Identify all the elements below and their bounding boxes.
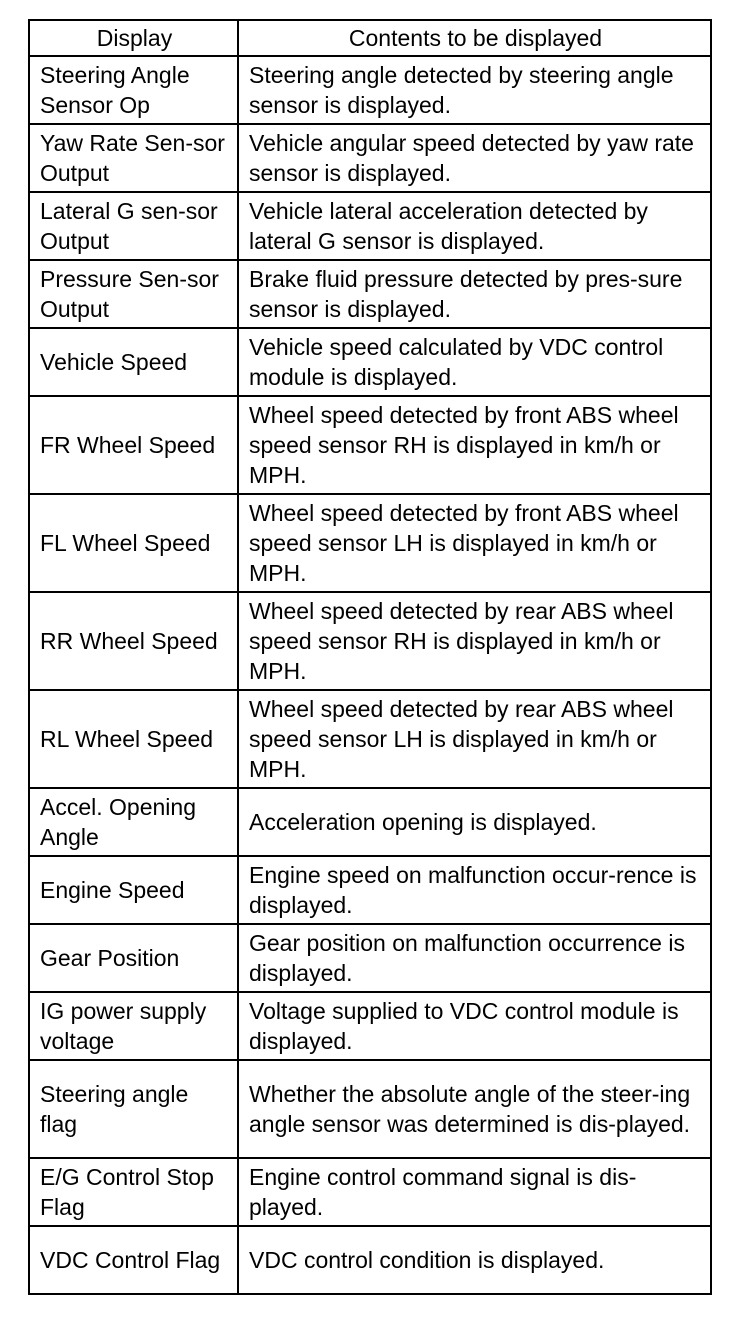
contents-cell: Wheel speed detected by rear ABS wheel speed sensor LH is displayed in km/h or MPH. [238,690,711,788]
contents-cell: Vehicle speed calculated by VDC control module is displayed. [238,328,711,396]
table-row [29,788,711,856]
table-row [29,260,711,328]
display-contents-table [28,19,712,1295]
display-cell: FL Wheel Speed [29,494,238,592]
cropped-heading-fragment [28,0,258,5]
table-row [29,192,711,260]
display-cell: RL Wheel Speed [29,690,238,788]
table-row [29,328,711,396]
table-row [29,56,711,124]
table-row [29,494,711,592]
table-row [29,124,711,192]
table-row [29,396,711,494]
contents-cell: Voltage supplied to VDC control module is displayed. [238,992,711,1060]
contents-cell: Gear position on malfunction occurrence is displayed. [238,924,711,992]
table-row [29,1158,711,1226]
display-cell: Pressure Sen-sor Output [29,260,238,328]
contents-cell: Vehicle lateral acceleration detected by lateral G sensor is displayed. [238,192,711,260]
contents-cell: Engine control command signal is dis-played. [238,1158,711,1226]
table-row [29,690,711,788]
display-cell: RR Wheel Speed [29,592,238,690]
display-cell: Vehicle Speed [29,328,238,396]
table-header-row [29,20,711,56]
contents-cell: Wheel speed detected by rear ABS wheel speed sensor RH is displayed in km/h or MPH. [238,592,711,690]
table-row [29,592,711,690]
contents-cell: Wheel speed detected by front ABS wheel speed sensor RH is displayed in km/h or MPH. [238,396,711,494]
contents-cell: VDC control condition is displayed. [238,1226,711,1294]
table-row [29,924,711,992]
contents-cell: Brake fluid pressure detected by pres-sure sensor is displayed. [238,260,711,328]
contents-cell: Steering angle detected by steering angle sensor is displayed. [238,56,711,124]
display-cell: E/G Control Stop Flag [29,1158,238,1226]
display-cell: Gear Position [29,924,238,992]
table-row [29,1226,711,1294]
table-row [29,992,711,1060]
contents-cell: Whether the absolute angle of the steer-ing angle sensor was determined is dis-played. [238,1060,711,1158]
display-cell: Engine Speed [29,856,238,924]
display-cell: FR Wheel Speed [29,396,238,494]
table-row [29,1060,711,1158]
contents-cell: Vehicle angular speed detected by yaw rate sensor is displayed. [238,124,711,192]
display-cell: VDC Control Flag [29,1226,238,1294]
contents-cell: Acceleration opening is displayed. [238,788,711,856]
display-cell: Lateral G sen-sor Output [29,192,238,260]
contents-column-header: Contents to be displayed [238,20,711,56]
display-cell: Accel. Opening Angle [29,788,238,856]
table-row [29,856,711,924]
display-cell: IG power supply voltage [29,992,238,1060]
display-cell: Yaw Rate Sen-sor Output [29,124,238,192]
display-column-header: Display [29,20,238,56]
contents-cell: Engine speed on malfunction occur-rence is displayed. [238,856,711,924]
display-cell: Steering Angle Sensor Op [29,56,238,124]
display-cell: Steering angle flag [29,1060,238,1158]
contents-cell: Wheel speed detected by front ABS wheel speed sensor LH is displayed in km/h or MPH. [238,494,711,592]
